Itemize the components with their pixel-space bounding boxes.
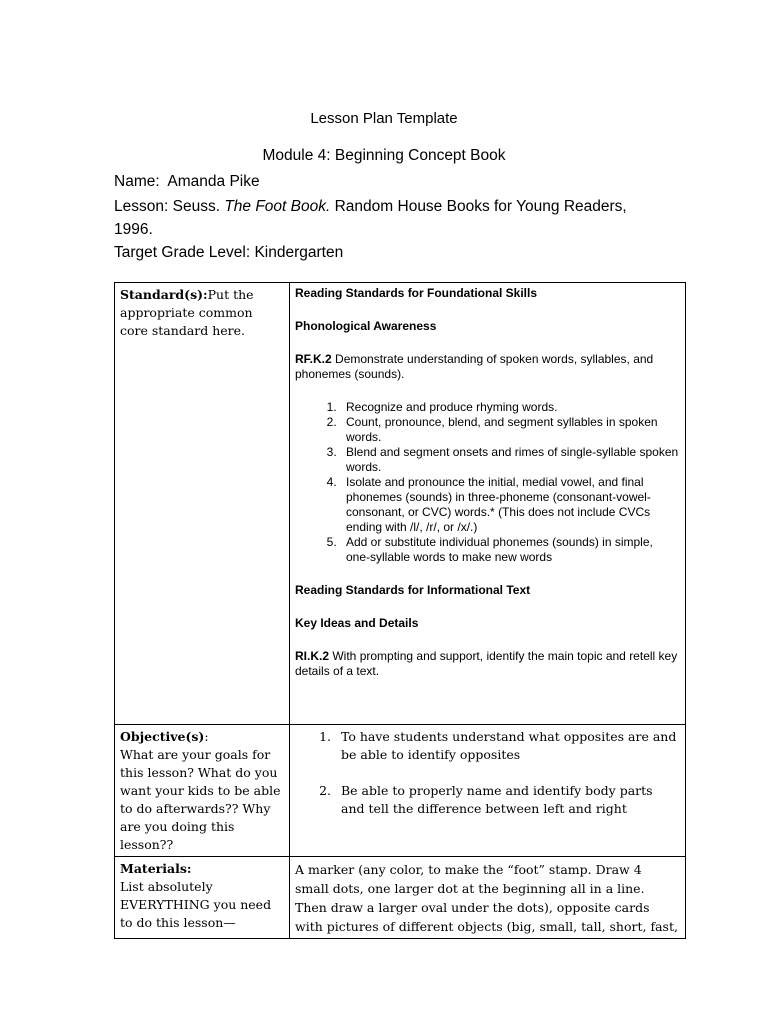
standards-heading-key-ideas: Key Ideas and Details	[295, 616, 419, 630]
list-item: 1. To have students understand what opposites are and be able to identify opposites	[335, 728, 679, 764]
standard-rfk2	[295, 352, 679, 382]
objectives-list	[295, 728, 679, 818]
objectives-label-cell	[115, 725, 290, 857]
standards-heading-phonological: Phonological Awareness	[295, 319, 437, 333]
standard-rik2-code: RI.K.2	[295, 649, 330, 663]
standards-row	[115, 283, 686, 725]
objectives-prompt: What are your goals for this lesson? What do you want your kids to be able to do afterwards?? Why are you doing this lesson??	[120, 747, 281, 852]
list-item: 5. Add or substitute individual phonemes (sounds) in simple, one-syllable words to make new words	[340, 535, 679, 565]
list-item: 2. Count, pronounce, blend, and segment syllables in spoken words.	[340, 415, 679, 445]
standards-label-cell	[115, 283, 290, 725]
name-line	[114, 170, 634, 194]
lesson-line	[114, 195, 634, 219]
standard-rfk2-list	[295, 400, 679, 565]
standard-rik2-text: With prompting and support, identify the main topic and retell key details of a text.	[295, 649, 678, 678]
materials-label-cell	[115, 857, 290, 939]
list-item: 4. Isolate and pronounce the initial, medial vowel, and final phonemes (sounds) in three-phoneme (consonant-vowel-consonant, or CVC) words.* (This does not include CVCs ending with /l/, /r/, or /x/.)	[340, 475, 679, 535]
standards-heading-foundational: Reading Standards for Foundational Skills	[295, 286, 538, 300]
objectives-content-cell	[290, 725, 686, 857]
grade-label: Target Grade Level:	[114, 244, 251, 261]
objectives-row	[115, 725, 686, 857]
objectives-colon: :	[204, 729, 209, 744]
document-title: Lesson Plan Template	[310, 110, 458, 127]
standards-label: Standard(s):	[120, 287, 208, 302]
list-item: 2. Be able to properly name and identify body parts and tell the difference between left and right	[335, 782, 679, 818]
materials-label: Materials:	[120, 861, 192, 876]
materials-row	[115, 857, 686, 939]
lesson-author: Seuss.	[172, 198, 220, 215]
name-label: Name:	[114, 173, 160, 190]
lesson-plan-table	[114, 282, 686, 939]
lesson-book-title: The Foot Book.	[224, 198, 331, 215]
standards-prompt: Put the appropriate common core standard here.	[120, 287, 254, 338]
name-value: Amanda Pike	[167, 173, 260, 190]
standards-heading-informational: Reading Standards for Informational Text	[295, 583, 531, 597]
list-item: 1. Recognize and produce rhyming words.	[340, 400, 679, 415]
standard-rfk2-code: RF.K.2	[295, 352, 332, 366]
grade-value: Kindergarten	[254, 244, 344, 261]
standards-content-cell	[290, 283, 686, 725]
standard-rik2	[295, 649, 679, 679]
materials-prompt: List absolutely EVERYTHING you need to do this lesson—	[120, 879, 272, 930]
list-item: 3. Blend and segment onsets and rimes of single-syllable spoken words.	[340, 445, 679, 475]
objectives-label: Objective(s)	[120, 729, 205, 744]
materials-content-cell: A marker (any color, to make the “foot” stamp. Draw 4 small dots, one larger dot at the beginning all in a line. Then draw a larger oval under the dots), opposite cards with pictures of different objects (big, small, tall, short, fast,	[290, 857, 686, 939]
standard-rfk2-text: Demonstrate understanding of spoken words, syllables, and phonemes (sounds).	[295, 352, 654, 381]
lesson-label: Lesson:	[114, 198, 169, 215]
lesson-publisher: Random House Books for Young Readers,	[334, 198, 627, 215]
grade-line	[114, 241, 634, 265]
module-title: Module 4: Beginning Concept Book	[262, 147, 506, 164]
lesson-year: 1996.	[114, 221, 153, 238]
